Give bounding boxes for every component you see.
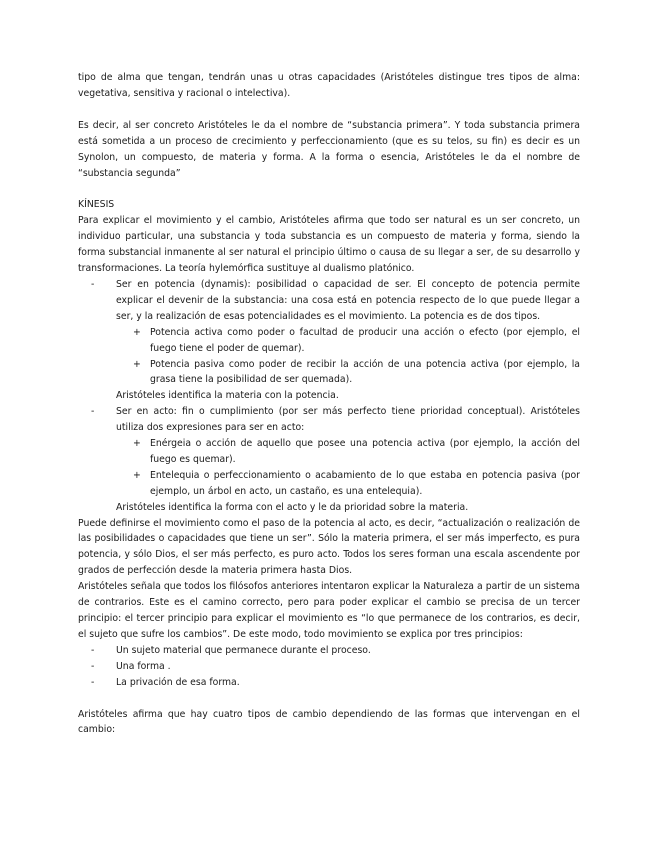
list-item-privacion: [78, 675, 580, 691]
paragraph-definicion-movimiento: Puede definirse el movimiento como el paso de la potencia al acto, es decir, “actualización o realización de las posibilidades o capacidades que tiene un ser”. Sólo la materia primera, el ser más imperfecto, es pura potencia, y sólo Dios, el ser más perfecto, es puro acto. Todos los seres forman una escala ascendente por grados de perfección desde la materia primera hasta Dios.: [78, 517, 580, 577]
list-dash-marker: -: [91, 278, 95, 290]
list-item-text: Ser en potencia (dynamis): posibilidad o capacidad de ser. El concepto de potencia permite explicar el devenir de la substancia: una cosa está en potencia respecto de lo que puede llegar a ser, y la realización de esas potencialidades es el movimiento. La potencia es de dos tipos.: [116, 278, 580, 322]
subitem-text: Potencia pasiva como poder de recibir la acción de una potencia activa (por ejemplo, la grasa tiene la posibilidad de ser quemada).: [150, 358, 580, 386]
list-dash-marker: -: [91, 676, 95, 688]
list-item-text: Una forma .: [116, 660, 171, 672]
list-item-text: La privación de esa forma.: [116, 676, 240, 688]
list-plus-marker: +: [133, 358, 141, 370]
list-dash-marker: -: [91, 644, 95, 656]
list-item-text: Ser en acto: fin o cumplimiento (por ser más perfecto tiene prioridad conceptual). Aristóteles utiliza dos expresiones para ser en acto:: [116, 406, 580, 434]
list-item-sujeto: [78, 643, 580, 659]
list-plus-marker: +: [133, 438, 141, 450]
potencia-acto-list: [78, 277, 580, 516]
list-plus-marker: +: [133, 469, 141, 481]
paragraph-alma-types: tipo de alma que tengan, tendrán unas u otras capacidades (Aristóteles distingue tres tipos de alma: vegetativa, sensitiva y racional o intelectiva).: [78, 72, 580, 99]
note-materia-potencia: Aristóteles identifica la materia con la potencia.: [116, 390, 339, 402]
subitem-entelequia: [78, 468, 580, 500]
list-item-potencia: [78, 277, 580, 325]
list-dash-marker: -: [91, 660, 95, 672]
subitem-text: Entelequia o perfeccionamiento o acabamiento de lo que estaba en potencia pasiva (por ejemplo, un árbol en acto, un castaño, es una entelequia).: [150, 469, 580, 497]
paragraph-substancia: Es decir, al ser concreto Aristóteles le da el nombre de “substancia primera”. Y toda substancia primera está sometida a un proceso de crecimiento y perfeccionamiento (que es su telos, su fin) es decir es un Synolon, un compuesto, de materia y forma. A la forma o esencia, Aristóteles le da el nombre de “substancia segunda”: [78, 119, 580, 179]
subitem-potencia-pasiva: [78, 357, 580, 389]
subitem-text: Enérgeia o acción de aquello que posee una potencia activa (por ejemplo, la acción del fuego es quemar).: [150, 438, 580, 465]
list-plus-marker: +: [133, 326, 141, 338]
list-item-acto: [78, 404, 580, 436]
note-forma-acto: Aristóteles identifica la forma con el acto y le da prioridad sobre la materia.: [116, 501, 469, 513]
list-dash-marker: -: [91, 406, 95, 418]
subitem-energeia: [78, 436, 580, 468]
paragraph-tipos-cambio: Aristóteles afirma que hay cuatro tipos de cambio dependiendo de las formas que intervengan en el cambio:: [78, 708, 580, 736]
list-item-forma: [78, 659, 580, 675]
paragraph-movimiento-intro: Para explicar el movimiento y el cambio, Aristóteles afirma que todo ser natural es un ser concreto, un individuo particular, una substancia y toda substancia es un compuesto de materia y forma, siendo la forma substancial inmanente al ser natural el principio último o causa de su llegar a ser, de su desarrollo y transformaciones. La teoría hylemórfica sustituye al dualismo platónico.: [78, 215, 580, 275]
subitem-text: Potencia activa como poder o facultad de producir una acción o efecto (por ejemplo, el fuego tiene el poder de quemar).: [150, 326, 580, 354]
paragraph-contrarios: Aristóteles señala que todos los filósofos anteriores intentaron explicar la Naturaleza a partir de un sistema de contrarios. Este es el camino correcto, pero para poder explicar el cambio se precisa de un tercer principio: el tercer principio para explicar el movimiento es “lo que permanece de los contrarios, es decir, el sujeto que sufre los cambios”. De este modo, todo movimiento se explica por tres principios:: [78, 581, 580, 640]
section-heading-kinesis: KÍNESIS: [78, 199, 115, 211]
tres-principios-list: [78, 643, 580, 691]
list-item-text: Un sujeto material que permanece durante el proceso.: [116, 644, 371, 656]
subitem-potencia-activa: [78, 325, 580, 357]
document-page: [78, 70, 580, 738]
